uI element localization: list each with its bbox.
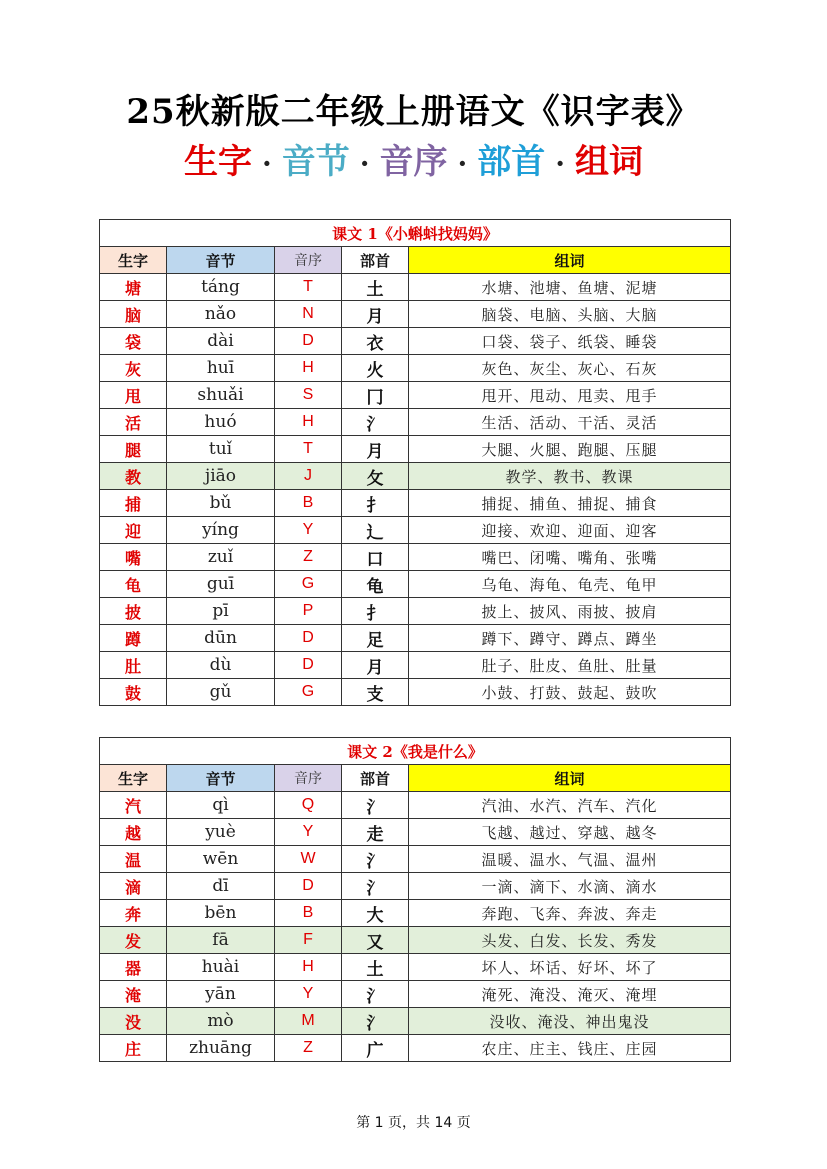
order-cell: Y (275, 819, 342, 846)
table-row (100, 1035, 731, 1062)
words-cell: 没收、淹没、神出鬼没 (409, 1008, 731, 1035)
radical-cell: 氵 (342, 1008, 409, 1035)
words-cell: 飞越、越过、穿越、越冬 (409, 819, 731, 846)
char-cell: 活 (100, 409, 167, 436)
words-cell: 脑袋、电脑、头脑、大脑 (409, 301, 731, 328)
radical-cell: 扌 (342, 598, 409, 625)
page-footer: 第 1 页，共 14 页 (356, 1115, 471, 1131)
order-cell: J (275, 463, 342, 490)
lesson-table (99, 219, 731, 706)
order-cell: Y (275, 517, 342, 544)
char-cell: 灰 (100, 355, 167, 382)
order-cell: F (275, 927, 342, 954)
words-cell: 一滴、滴下、水滴、滴水 (409, 873, 731, 900)
order-cell: Z (275, 1035, 342, 1062)
order-cell: H (275, 954, 342, 981)
table-row (100, 301, 731, 328)
pinyin-cell: nǎo (167, 301, 275, 328)
order-cell: N (275, 301, 342, 328)
table-row (100, 819, 731, 846)
char-cell: 甩 (100, 382, 167, 409)
words-cell: 肚子、肚皮、鱼肚、肚量 (409, 652, 731, 679)
subtitle-item: 音节 (281, 142, 350, 182)
words-cell: 奔跑、飞奔、奔波、奔走 (409, 900, 731, 927)
table-row (100, 625, 731, 652)
subtitle-separator: · (457, 147, 468, 180)
pinyin-cell: bǔ (167, 490, 275, 517)
order-cell: D (275, 873, 342, 900)
char-cell: 肚 (100, 652, 167, 679)
order-cell: M (275, 1008, 342, 1035)
pinyin-cell: shuǎi (167, 382, 275, 409)
radical-cell: 衣 (342, 328, 409, 355)
char-cell: 嘴 (100, 544, 167, 571)
pinyin-cell: wēn (167, 846, 275, 873)
order-cell: D (275, 328, 342, 355)
pinyin-cell: dài (167, 328, 275, 355)
pinyin-cell: gǔ (167, 679, 275, 706)
pinyin-cell: yuè (167, 819, 275, 846)
table-row (100, 517, 731, 544)
pinyin-cell: zhuāng (167, 1035, 275, 1062)
order-cell: Z (275, 544, 342, 571)
table-row (100, 954, 731, 981)
pinyin-cell: yíng (167, 517, 275, 544)
radical-cell: 大 (342, 900, 409, 927)
char-cell: 教 (100, 463, 167, 490)
words-cell: 汽油、水汽、汽车、汽化 (409, 792, 731, 819)
char-cell: 庄 (100, 1035, 167, 1062)
radical-cell: 口 (342, 544, 409, 571)
header-row (100, 765, 731, 792)
lesson-title-row (100, 738, 731, 765)
radical-cell: 月 (342, 436, 409, 463)
char-cell: 龟 (100, 571, 167, 598)
radical-cell: 冂 (342, 382, 409, 409)
subtitle-item: 生字 (184, 142, 252, 182)
char-cell: 塘 (100, 274, 167, 301)
char-cell: 滴 (100, 873, 167, 900)
order-cell: S (275, 382, 342, 409)
pinyin-cell: fā (167, 927, 275, 954)
radical-cell: 走 (342, 819, 409, 846)
radical-cell: 广 (342, 1035, 409, 1062)
pinyin-cell: huī (167, 355, 275, 382)
char-cell: 蹲 (100, 625, 167, 652)
radical-cell: 扌 (342, 490, 409, 517)
words-cell: 坏人、坏话、好坏、坏了 (409, 954, 731, 981)
pinyin-cell: pī (167, 598, 275, 625)
radical-cell: 火 (342, 355, 409, 382)
words-cell: 蹲下、蹲守、蹲点、蹲坐 (409, 625, 731, 652)
table-row (100, 900, 731, 927)
words-cell: 教学、教书、教课 (409, 463, 731, 490)
radical-cell: 月 (342, 301, 409, 328)
table-row (100, 846, 731, 873)
subtitle-item: 组词 (575, 142, 643, 182)
table-row (100, 274, 731, 301)
char-cell: 鼓 (100, 679, 167, 706)
radical-cell: 足 (342, 625, 409, 652)
words-cell: 口袋、袋子、纸袋、睡袋 (409, 328, 731, 355)
radical-cell: 土 (342, 274, 409, 301)
order-cell: B (275, 490, 342, 517)
table-row (100, 409, 731, 436)
header-radical: 部首 (342, 247, 409, 274)
table-row (100, 463, 731, 490)
order-cell: D (275, 625, 342, 652)
lesson-title-row (100, 220, 731, 247)
subtitle-item: 部首 (477, 142, 546, 182)
table-row (100, 598, 731, 625)
pinyin-cell: huài (167, 954, 275, 981)
char-cell: 淹 (100, 981, 167, 1008)
pinyin-cell: táng (167, 274, 275, 301)
pinyin-cell: guī (167, 571, 275, 598)
words-cell: 淹死、淹没、淹灭、淹埋 (409, 981, 731, 1008)
pinyin-cell: zuǐ (167, 544, 275, 571)
order-cell: D (275, 652, 342, 679)
pinyin-cell: mò (167, 1008, 275, 1035)
order-cell: P (275, 598, 342, 625)
table-row (100, 927, 731, 954)
table-row (100, 873, 731, 900)
radical-cell: 攵 (342, 463, 409, 490)
order-cell: G (275, 571, 342, 598)
header-pinyin: 音节 (167, 765, 275, 792)
subtitle-separator: · (262, 147, 272, 180)
words-cell: 嘴巴、闭嘴、嘴角、张嘴 (409, 544, 731, 571)
radical-cell: 氵 (342, 873, 409, 900)
words-cell: 小鼓、打鼓、鼓起、鼓吹 (409, 679, 731, 706)
order-cell: W (275, 846, 342, 873)
char-cell: 发 (100, 927, 167, 954)
char-cell: 奔 (100, 900, 167, 927)
pinyin-cell: jiāo (167, 463, 275, 490)
radical-cell: 氵 (342, 846, 409, 873)
words-cell: 披上、披风、雨披、披肩 (409, 598, 731, 625)
table-row (100, 544, 731, 571)
radical-cell: 龟 (342, 571, 409, 598)
table-row (100, 436, 731, 463)
table-row (100, 652, 731, 679)
table-row (100, 1008, 731, 1035)
order-cell: Y (275, 981, 342, 1008)
header-radical: 部首 (342, 765, 409, 792)
table-row (100, 981, 731, 1008)
table-row (100, 679, 731, 706)
header-char: 生字 (100, 765, 167, 792)
char-cell: 没 (100, 1008, 167, 1035)
words-cell: 生活、活动、干活、灵活 (409, 409, 731, 436)
pinyin-cell: dī (167, 873, 275, 900)
char-cell: 袋 (100, 328, 167, 355)
pinyin-cell: dūn (167, 625, 275, 652)
radical-cell: 土 (342, 954, 409, 981)
radical-cell: 月 (342, 652, 409, 679)
subtitle-item: 音序 (379, 142, 448, 182)
char-cell: 脑 (100, 301, 167, 328)
table-row (100, 571, 731, 598)
subtitle-separator: · (359, 147, 370, 180)
words-cell: 甩开、甩动、甩卖、甩手 (409, 382, 731, 409)
words-cell: 乌龟、海龟、龟壳、龟甲 (409, 571, 731, 598)
table-row (100, 355, 731, 382)
header-char: 生字 (100, 247, 167, 274)
table-row (100, 328, 731, 355)
order-cell: Q (275, 792, 342, 819)
lesson-title: 课文 2《我是什么》 (100, 738, 731, 765)
char-cell: 汽 (100, 792, 167, 819)
char-cell: 温 (100, 846, 167, 873)
lesson-title: 课文 1《小蝌蚪找妈妈》 (100, 220, 731, 247)
order-cell: T (275, 436, 342, 463)
lesson-table (99, 737, 731, 1062)
words-cell: 农庄、庄主、钱庄、庄园 (409, 1035, 731, 1062)
order-cell: T (275, 274, 342, 301)
order-cell: H (275, 409, 342, 436)
words-cell: 大腿、火腿、跑腿、压腿 (409, 436, 731, 463)
char-cell: 披 (100, 598, 167, 625)
char-cell: 越 (100, 819, 167, 846)
header-order: 音序 (275, 765, 342, 792)
pinyin-cell: dù (167, 652, 275, 679)
words-cell: 温暖、温水、气温、温州 (409, 846, 731, 873)
pinyin-cell: yān (167, 981, 275, 1008)
pinyin-cell: huó (167, 409, 275, 436)
radical-cell: 支 (342, 679, 409, 706)
order-cell: H (275, 355, 342, 382)
page-title: 25秋新版二年级上册语文《识字表》 (126, 92, 701, 132)
subtitle-separator: · (555, 147, 565, 180)
words-cell: 迎接、欢迎、迎面、迎客 (409, 517, 731, 544)
words-cell: 灰色、灰尘、灰心、石灰 (409, 355, 731, 382)
char-cell: 捕 (100, 490, 167, 517)
table-row (100, 792, 731, 819)
header-pinyin: 音节 (167, 247, 275, 274)
words-cell: 捕捉、捕鱼、捕捉、捕食 (409, 490, 731, 517)
order-cell: B (275, 900, 342, 927)
header-words: 组词 (409, 247, 731, 274)
radical-cell: 又 (342, 927, 409, 954)
subtitle (0, 134, 827, 183)
char-cell: 腿 (100, 436, 167, 463)
header-order: 音序 (275, 247, 342, 274)
radical-cell: 辶 (342, 517, 409, 544)
words-cell: 头发、白发、长发、秀发 (409, 927, 731, 954)
table-row (100, 382, 731, 409)
pinyin-cell: qì (167, 792, 275, 819)
char-cell: 器 (100, 954, 167, 981)
radical-cell: 氵 (342, 792, 409, 819)
words-cell: 水塘、池塘、鱼塘、泥塘 (409, 274, 731, 301)
order-cell: G (275, 679, 342, 706)
header-row (100, 247, 731, 274)
pinyin-cell: bēn (167, 900, 275, 927)
radical-cell: 氵 (342, 981, 409, 1008)
table-row (100, 490, 731, 517)
pinyin-cell: tuǐ (167, 436, 275, 463)
radical-cell: 氵 (342, 409, 409, 436)
header-words: 组词 (409, 765, 731, 792)
char-cell: 迎 (100, 517, 167, 544)
